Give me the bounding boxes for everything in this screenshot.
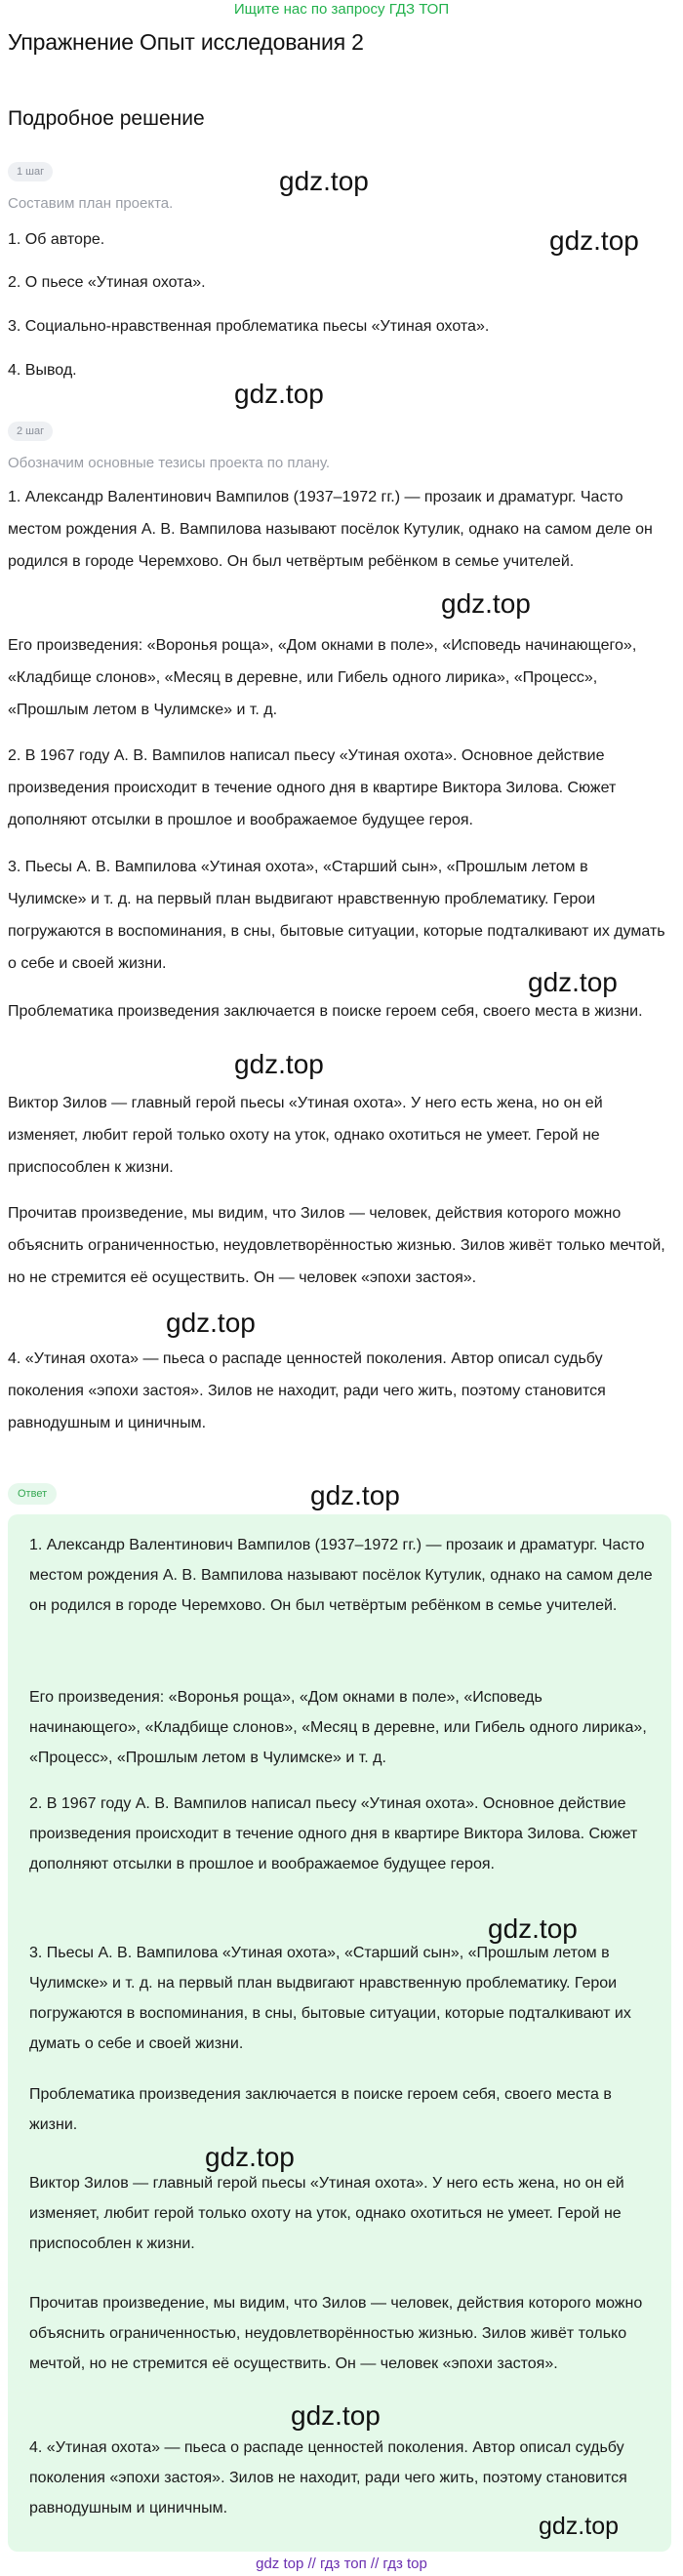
watermark: gdz.top — [441, 588, 531, 619]
answer-paragraph: Виктор Зилов — главный герой пьесы «Утиная охота». У него есть жена, но он ей изменяет, любит герой только охоту на уток, однако охотиться не умеет. Герой не приспособлен к жизни. — [29, 2175, 624, 2252]
watermark: gdz.top — [234, 1049, 324, 1079]
plan-item: 3. Социально-нравственная проблематика пьесы «Утиная охота». — [8, 318, 490, 335]
watermark: gdz.top — [166, 1308, 256, 1338]
step-badge-2: 2 шаг — [8, 422, 53, 441]
footer-links[interactable]: gdz top // гдз топ // гдз top — [256, 2556, 427, 2572]
watermark: gdz.top — [234, 379, 324, 409]
step-lead-2: Обозначим основные тезисы проекта по плану. — [8, 455, 331, 471]
watermark: gdz.top — [488, 1913, 578, 1944]
answer-paragraph: 3. Пьесы А. В. Вампилова «Утиная охота», «Старший сын», «Прошлым летом в Чулимске» и т. д. на первый план выдвигают нравственную проблематику. Герои погружаются в воспоминания, в сны, бытовые ситуации, которые подталкивают их думать о себе и своей жизни. — [29, 1945, 631, 2052]
thesis-paragraph: 4. «Утиная охота» — пьеса о распаде ценностей поколения. Автор описал судьбу поколения «эпохи застоя». Зилов не находит, ради чего жить, поэтому становится равнодушным и циничным. — [8, 1350, 606, 1431]
thesis-paragraph: Его произведения: «Воронья роща», «Дом окнами в поле», «Исповедь начинающего», «Кладбище слонов», «Месяц в деревне, или Гибель одного лирика», «Процесс», «Прошлым летом в Чулимске» и т. д. — [8, 637, 637, 718]
watermark: gdz.top — [310, 1480, 400, 1510]
plan-item: 1. Об авторе. — [8, 231, 105, 248]
answer-badge: Ответ — [8, 1483, 57, 1505]
answer-paragraph: 4. «Утиная охота» — пьеса о распаде ценностей поколения. Автор описал судьбу поколения «эпохи застоя». Зилов не находит, ради чего жить, поэтому становится равнодушным и циничным. — [29, 2439, 627, 2516]
watermark: gdz.top — [291, 2400, 381, 2431]
search-banner[interactable]: Ищите нас по запросу ГДЗ ТОП — [233, 1, 450, 18]
plan-item: 4. Вывод. — [8, 362, 77, 379]
answer-paragraph: Проблематика произведения заключается в поиске героем себя, своего места в жизни. — [29, 2086, 612, 2133]
plan-item: 2. О пьесе «Утиная охота». — [8, 274, 206, 291]
watermark: gdz.top — [279, 166, 369, 196]
watermark: gdz.top — [539, 2513, 620, 2540]
answer-paragraph: Прочитав произведение, мы видим, что Зилов — человек, действия которого можно объяснить ограниченностью, неудовлетворённостью жизнью. Зилов живёт только мечтой, но не стремится её осуществить. Он — человек «эпохи застоя». — [29, 2295, 643, 2372]
thesis-paragraph: Прочитав произведение, мы видим, что Зилов — человек, действия которого можно объяснить ограниченностью, неудовлетворённостью жизнью. Зилов живёт только мечтой, но не стремится её осуществить. Он — человек «эпохи застоя». — [8, 1205, 665, 1286]
watermark: gdz.top — [205, 2142, 295, 2172]
thesis-paragraph: Проблематика произведения заключается в поиске героем себя, своего места в жизни. — [8, 1003, 643, 1020]
step-badge-1: 1 шаг — [8, 162, 53, 181]
thesis-paragraph: 1. Александр Валентинович Вампилов (1937–1972 гг.) — прозаик и драматург. Часто местом рождения А. В. Вампилова называют посёлок Кутулик, однако на самом деле он родился в городе Черемхово. Он был четвёртым ребёнком в семье учителей. — [8, 489, 653, 570]
watermark: gdz.top — [549, 225, 639, 256]
thesis-paragraph: 3. Пьесы А. В. Вампилова «Утиная охота», «Старший сын», «Прошлым летом в Чулимске» и т. д. на первый план выдвигают нравственную проблематику. Герои погружаются в воспоминания, в сны, бытовые ситуации, которые подталкивают их думать о себе и своей жизни. — [8, 859, 665, 972]
step-lead-1: Составим план проекта. — [8, 195, 174, 212]
watermark: gdz.top — [528, 967, 618, 997]
section-title: Подробное решение — [8, 107, 205, 130]
thesis-paragraph: 2. В 1967 году А. В. Вампилов написал пьесу «Утиная охота». Основное действие произведения происходит в течение одного дня в квартире Виктора Зилова. Сюжет дополняют отсылки в прошлое и воображаемое будущее героя. — [8, 747, 617, 828]
answer-paragraph: 2. В 1967 году А. В. Вампилов написал пьесу «Утиная охота». Основное действие произведения происходит в течение одного дня в квартире Виктора Зилова. Сюжет дополняют отсылки в прошлое и воображаемое будущее героя. — [29, 1795, 638, 1872]
page-title: Упражнение Опыт исследования 2 — [8, 29, 364, 55]
answer-paragraph: 1. Александр Валентинович Вампилов (1937–1972 гг.) — прозаик и драматург. Часто местом рождения А. В. Вампилова называют посёлок Кутулик, однако на самом деле он родился в городе Черемхово. Он был четвёртым ребёнком в семье учителей. — [29, 1537, 653, 1614]
answer-paragraph: Его произведения: «Воронья роща», «Дом окнами в поле», «Исповедь начинающего», «Кладбище слонов», «Месяц в деревне, или Гибель одного лирика», «Процесс», «Прошлым летом в Чулимске» и т. д. — [29, 1689, 647, 1766]
thesis-paragraph: Виктор Зилов — главный герой пьесы «Утиная охота». У него есть жена, но он ей изменяет, любит герой только охоту на уток, однако охотиться не умеет. Герой не приспособлен к жизни. — [8, 1095, 603, 1176]
